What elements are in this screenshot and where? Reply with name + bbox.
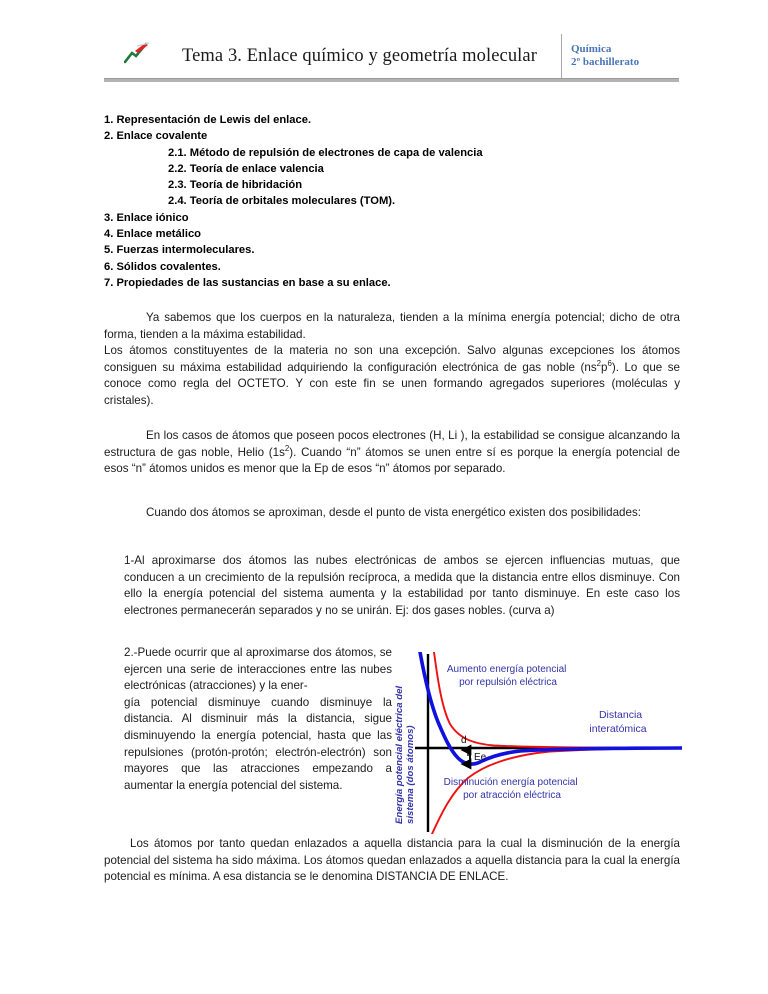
header-horizontal-rule (104, 78, 679, 82)
paragraph-intro-line-1: Ya sabemos que los cuerpos en la naturaleza, tienden a la mínima energía potencial; dicho de otra forma, tienden a la máxima estabilidad. (104, 311, 680, 341)
octet-text-b: p (601, 360, 608, 374)
attraction-annotation: Disminución energía potencial por atracción eléctrica (443, 777, 578, 801)
octet-text-c: ). Lo que se conoce como regla del OCTETO. Y con este fin se unen formando agregados superiores (moléculas y cristales). (104, 360, 681, 407)
bond-energy-label: Ee (474, 752, 487, 763)
header-subject: Química (571, 43, 612, 55)
toc-item-4: 4. Enlace metálico (104, 228, 202, 241)
x-axis-label: Distancia interatómica (589, 709, 647, 735)
toc-item-2-3: 2.3. Teoría de hibridación (168, 179, 303, 192)
y-axis-label: Energía potencial eléctrica del sistema (dos átomos) (394, 685, 416, 824)
header-course-block (562, 43, 679, 69)
document-header (104, 32, 679, 80)
header-level: 2º bachillerato (571, 56, 640, 68)
paragraph-bond-distance-text: Los átomos por tanto quedan enlazados a aquella distancia para la cual la disminución de la energía potencial del sistema ha sido máxima. Los átomos quedan enlazados a aquella distancia para la cual la energía potencial es mínima. A esa distancia se le denomina DISTANCIA DE ENLACE. (104, 837, 680, 884)
paragraph-case-2-text-a: 2.-Puede ocurrir que al aproximarse dos átomos, se ejercen una serie de interacciones entre las nubes electrónicas (atracciones) y la ener- (124, 646, 392, 693)
toc-item-7: 7. Propiedades de las sustancias en base a su enlace. (104, 276, 391, 289)
paragraph-case-2 (124, 645, 392, 794)
paragraph-intro-line-2 (104, 343, 680, 409)
repulsion-annotation: Aumento energía potencial por repulsión eléctrica (446, 664, 567, 688)
helium-text-b: ). Cuando “n” átomos se unen entre sí es porque la energía potencial de esos “n” átomos unidos es menor que la Ep de esos “n” átomos por separado. (104, 445, 681, 476)
page-title: Tema 3. Enlace químico y geometría molecular (182, 45, 537, 66)
paragraph-intro (104, 310, 680, 410)
green-check-swoosh-logo-icon (124, 42, 150, 64)
paragraph-two-possibilities (104, 505, 680, 522)
potential-energy-chart-svg (390, 652, 682, 834)
paragraph-few-electrons (104, 428, 680, 478)
header-logo (104, 36, 164, 76)
toc-item-2: 2. Enlace covalente (104, 130, 208, 143)
paragraph-bond-distance (104, 836, 680, 886)
paragraph-case-1-text: 1-Al aproximarse dos átomos las nubes electrónicas de ambos se ejercen influencias mutuas, que conducen a un crecimiento de la repulsión recíproca, a medida que la distancia entre ellos disminuye. Con ello la energía potencial del sistema aumenta y la estabilidad por tanto disminuye. En este caso los electrones permanecerán separados y no se unirán. Ej: dos gases nobles. (curva a) (124, 554, 680, 617)
helium-text-a: En los casos de átomos que poseen pocos electrones (H, Li ), la estabilidad se consigue alcanzando la estructura de gas noble, Helio (1s (104, 429, 680, 459)
octet-text-a: Los átomos constituyentes de la materia no son una excepción. Salvo algunas excepciones los átomos consiguen su máxima estabilidad adquiriendo la configuración electrónica de gas noble (ns (104, 344, 680, 374)
toc-item-2-2: 2.2. Teoría de enlace valencia (168, 162, 324, 175)
potential-energy-diagram (390, 652, 682, 834)
helium-sup-2: 2 (284, 443, 290, 453)
paragraph-case-2-text-b: gía potencial disminuye cuando disminuye la distancia. Al disminuir más la distancia, sigue disminuyendo la energía potencial, hasta que las repulsiones (protón-protón; electrón-electrón) son mayores que las atracciones empezando a aumentar la energía potencial del sistema. (124, 695, 392, 792)
bond-distance-label: d (461, 735, 467, 746)
octet-sup-6: 6 (607, 358, 612, 368)
table-of-contents (104, 112, 680, 291)
paragraph-few-electrons-text (104, 428, 680, 478)
toc-item-6: 6. Sólidos covalentes. (104, 260, 221, 273)
toc-item-1: 1. Representación de Lewis del enlace. (104, 114, 312, 126)
paragraph-case-1 (124, 553, 680, 619)
toc-item-2-1: 2.1. Método de repulsión de electrones de capa de valencia (168, 146, 483, 159)
paragraph-two-possibilities-text: Cuando dos átomos se aproximan, desde el punto de vista energético existen dos posibilidades: (146, 506, 641, 519)
toc-item-5: 5. Fuerzas intermoleculares. (104, 244, 255, 257)
octet-sup-2: 2 (596, 358, 602, 368)
toc-item-3: 3. Enlace iónico (104, 211, 189, 224)
toc-item-2-4: 2.4. Teoría de orbitales moleculares (TOM). (168, 195, 396, 208)
